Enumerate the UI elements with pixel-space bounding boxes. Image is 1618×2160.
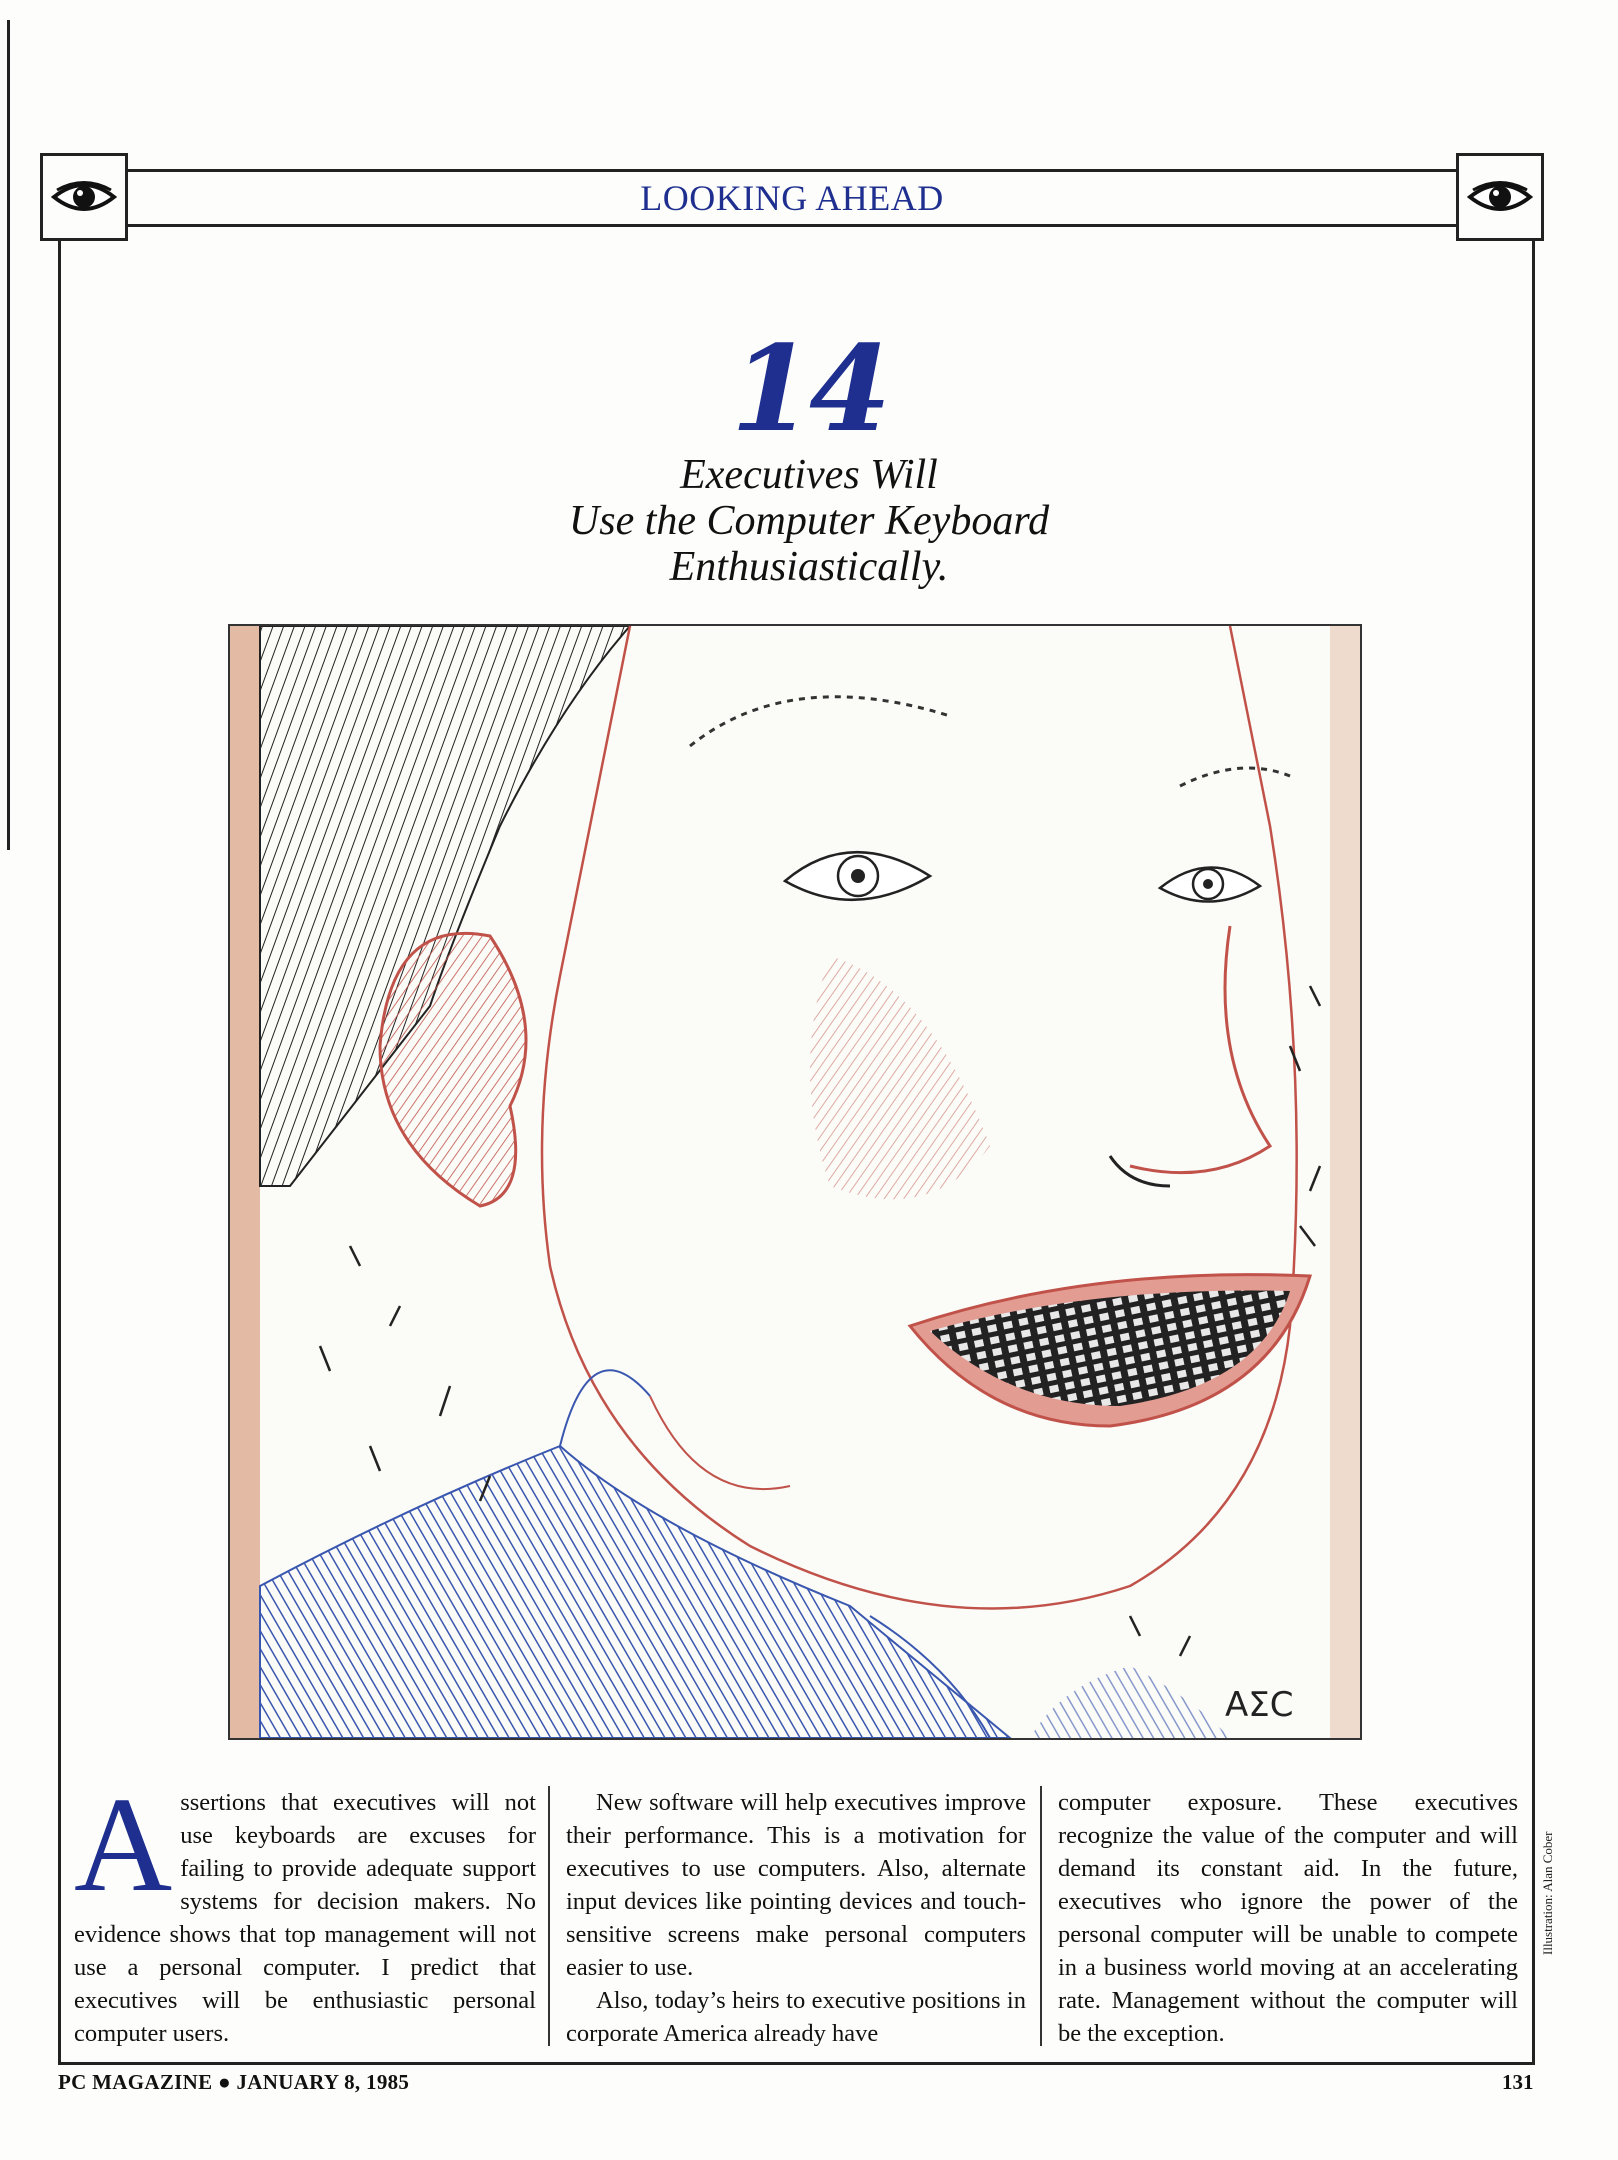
headline-line: Executives Will [680,452,938,498]
article-column-3 [1058,1786,1518,2050]
illustration-credit: Illustration: Alan Cober [1540,1831,1555,1955]
page-frame-bottom [58,2062,1535,2065]
body-paragraph [74,1770,536,2050]
issue-date: JANUARY 8, 1985 [236,2070,410,2094]
illustration-drawing [230,626,1360,1738]
section-title: LOOKING AHEAD [640,178,944,218]
prediction-number: 14 [730,319,888,458]
headline-line: Enthusiastically. [669,544,949,590]
drop-cap: A [74,1770,173,1920]
eye-icon-box-left [40,153,128,241]
executive-illustration [228,624,1362,1740]
eye-icon-box-right [1456,153,1544,241]
article-title-block [0,319,1618,590]
article-column-1 [74,1770,536,2050]
bullet-separator: ● [217,2070,231,2094]
column-1-text: ssertions that executives will not use keyboards are excuses for failing to provide adequate support systems for decision makers. No evidence shows that top management will not use a personal computer. I predict that executives will be enthusiastic personal computer users. [74,1789,536,2047]
article-column-2 [566,1786,1026,2050]
eye-icon [51,177,117,217]
artist-signature: AΣC [1225,1685,1294,1725]
footer-publication [58,2070,409,2095]
headline [0,452,1618,590]
body-paragraph: computer exposure. These executives recognize the value of the computer and will demand its constant aid. In the future, executives who ignore the power of the personal computer will be unable to compete in a business world moving at an accelerating rate. Management without the computer will be the exception. [1058,1789,1518,2047]
section-header [128,169,1456,227]
publication-name: PC MAGAZINE [58,2070,213,2094]
column-rule [548,1786,550,2046]
eye-icon [1467,177,1533,217]
body-paragraph: Also, today’s heirs to executive positions in corporate America already have [566,1987,1026,2047]
body-paragraph: New software will help executives improve their performance. This is a motivation for executives to use computers. Also, alternate input devices like pointing devices and touch-sensitive screens make personal computers easier to use. [566,1789,1026,1981]
page-number: 131 [1502,2070,1534,2094]
column-rule [1040,1786,1042,2046]
headline-line: Use the Computer Keyboard [568,498,1050,544]
